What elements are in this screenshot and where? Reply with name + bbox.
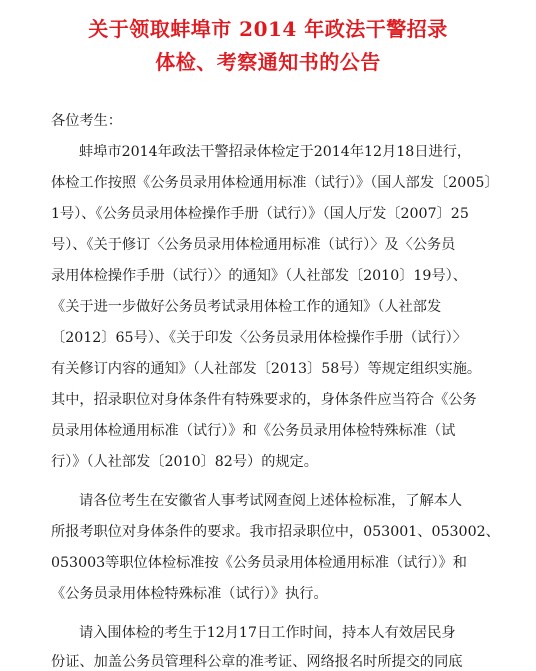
salutation: 各位考生： xyxy=(51,113,122,129)
body-line: 所报考职位对身体条件的要求。我市招录职位中，053001、053002、 xyxy=(51,524,500,540)
body-line: 请各位考生在安徽省人事考试网查阅上述体检标准，了解本人 xyxy=(79,493,463,509)
body-line: 员录用体检通用标准（试行）》和《公务员录用体检特殊标准（试 xyxy=(51,423,456,439)
body-line: 号）、《关于修订〈公务员录用体检通用标准（试行）〉及〈公务员 xyxy=(51,237,456,253)
body-line: 请入围体检的考生于12月17日工作时间，持本人有效居民身 xyxy=(79,625,456,641)
body-line: 1号）、《公务员录用体检操作手册（试行）》（国人厅发〔2007〕25 xyxy=(51,206,469,222)
title-line-1: 关于领取蚌埠市 2014 年政法干警招录 xyxy=(88,17,448,41)
body-line: 体检工作按照《公务员录用体检通用标准（试行）》（国人部发〔2005〕 xyxy=(51,175,499,191)
body-line: 053003等职位体检标准按《公务员录用体检通用标准（试行）》和 xyxy=(51,555,467,571)
body-line: 《公务员录用体检特殊标准（试行）》执行。 xyxy=(51,586,328,602)
body-line: 〔2012〕65号）、《关于印发〈公务员录用体检操作手册（试行）〉 xyxy=(51,330,467,346)
body-line: 有关修订内容的通知》（人社部发〔2013〕58号）等规定组织实施。 xyxy=(51,361,482,377)
title-line-2: 体检、考察通知书的公告 xyxy=(155,50,381,74)
body-line: 其中，招录职位对身体条件有特殊要求的，身体条件应当符合《公务 xyxy=(51,392,477,408)
body-line: 录用体检操作手册（试行）〉的通知》（人社部发〔2010〕19号）、 xyxy=(51,268,467,284)
body-line: 《关于进一步做好公务员考试录用体检工作的通知》（人社部发 xyxy=(51,299,442,315)
body-line: 蚌埠市2014年政法干警招录体检定于2014年12月18日进行， xyxy=(79,144,472,160)
body-line: 行）》（人社部发〔2010〕82号）的规定。 xyxy=(51,454,318,470)
body-line: 份证、加盖公务员管理科公章的准考证、网络报名时所提交的同底 xyxy=(51,654,463,670)
